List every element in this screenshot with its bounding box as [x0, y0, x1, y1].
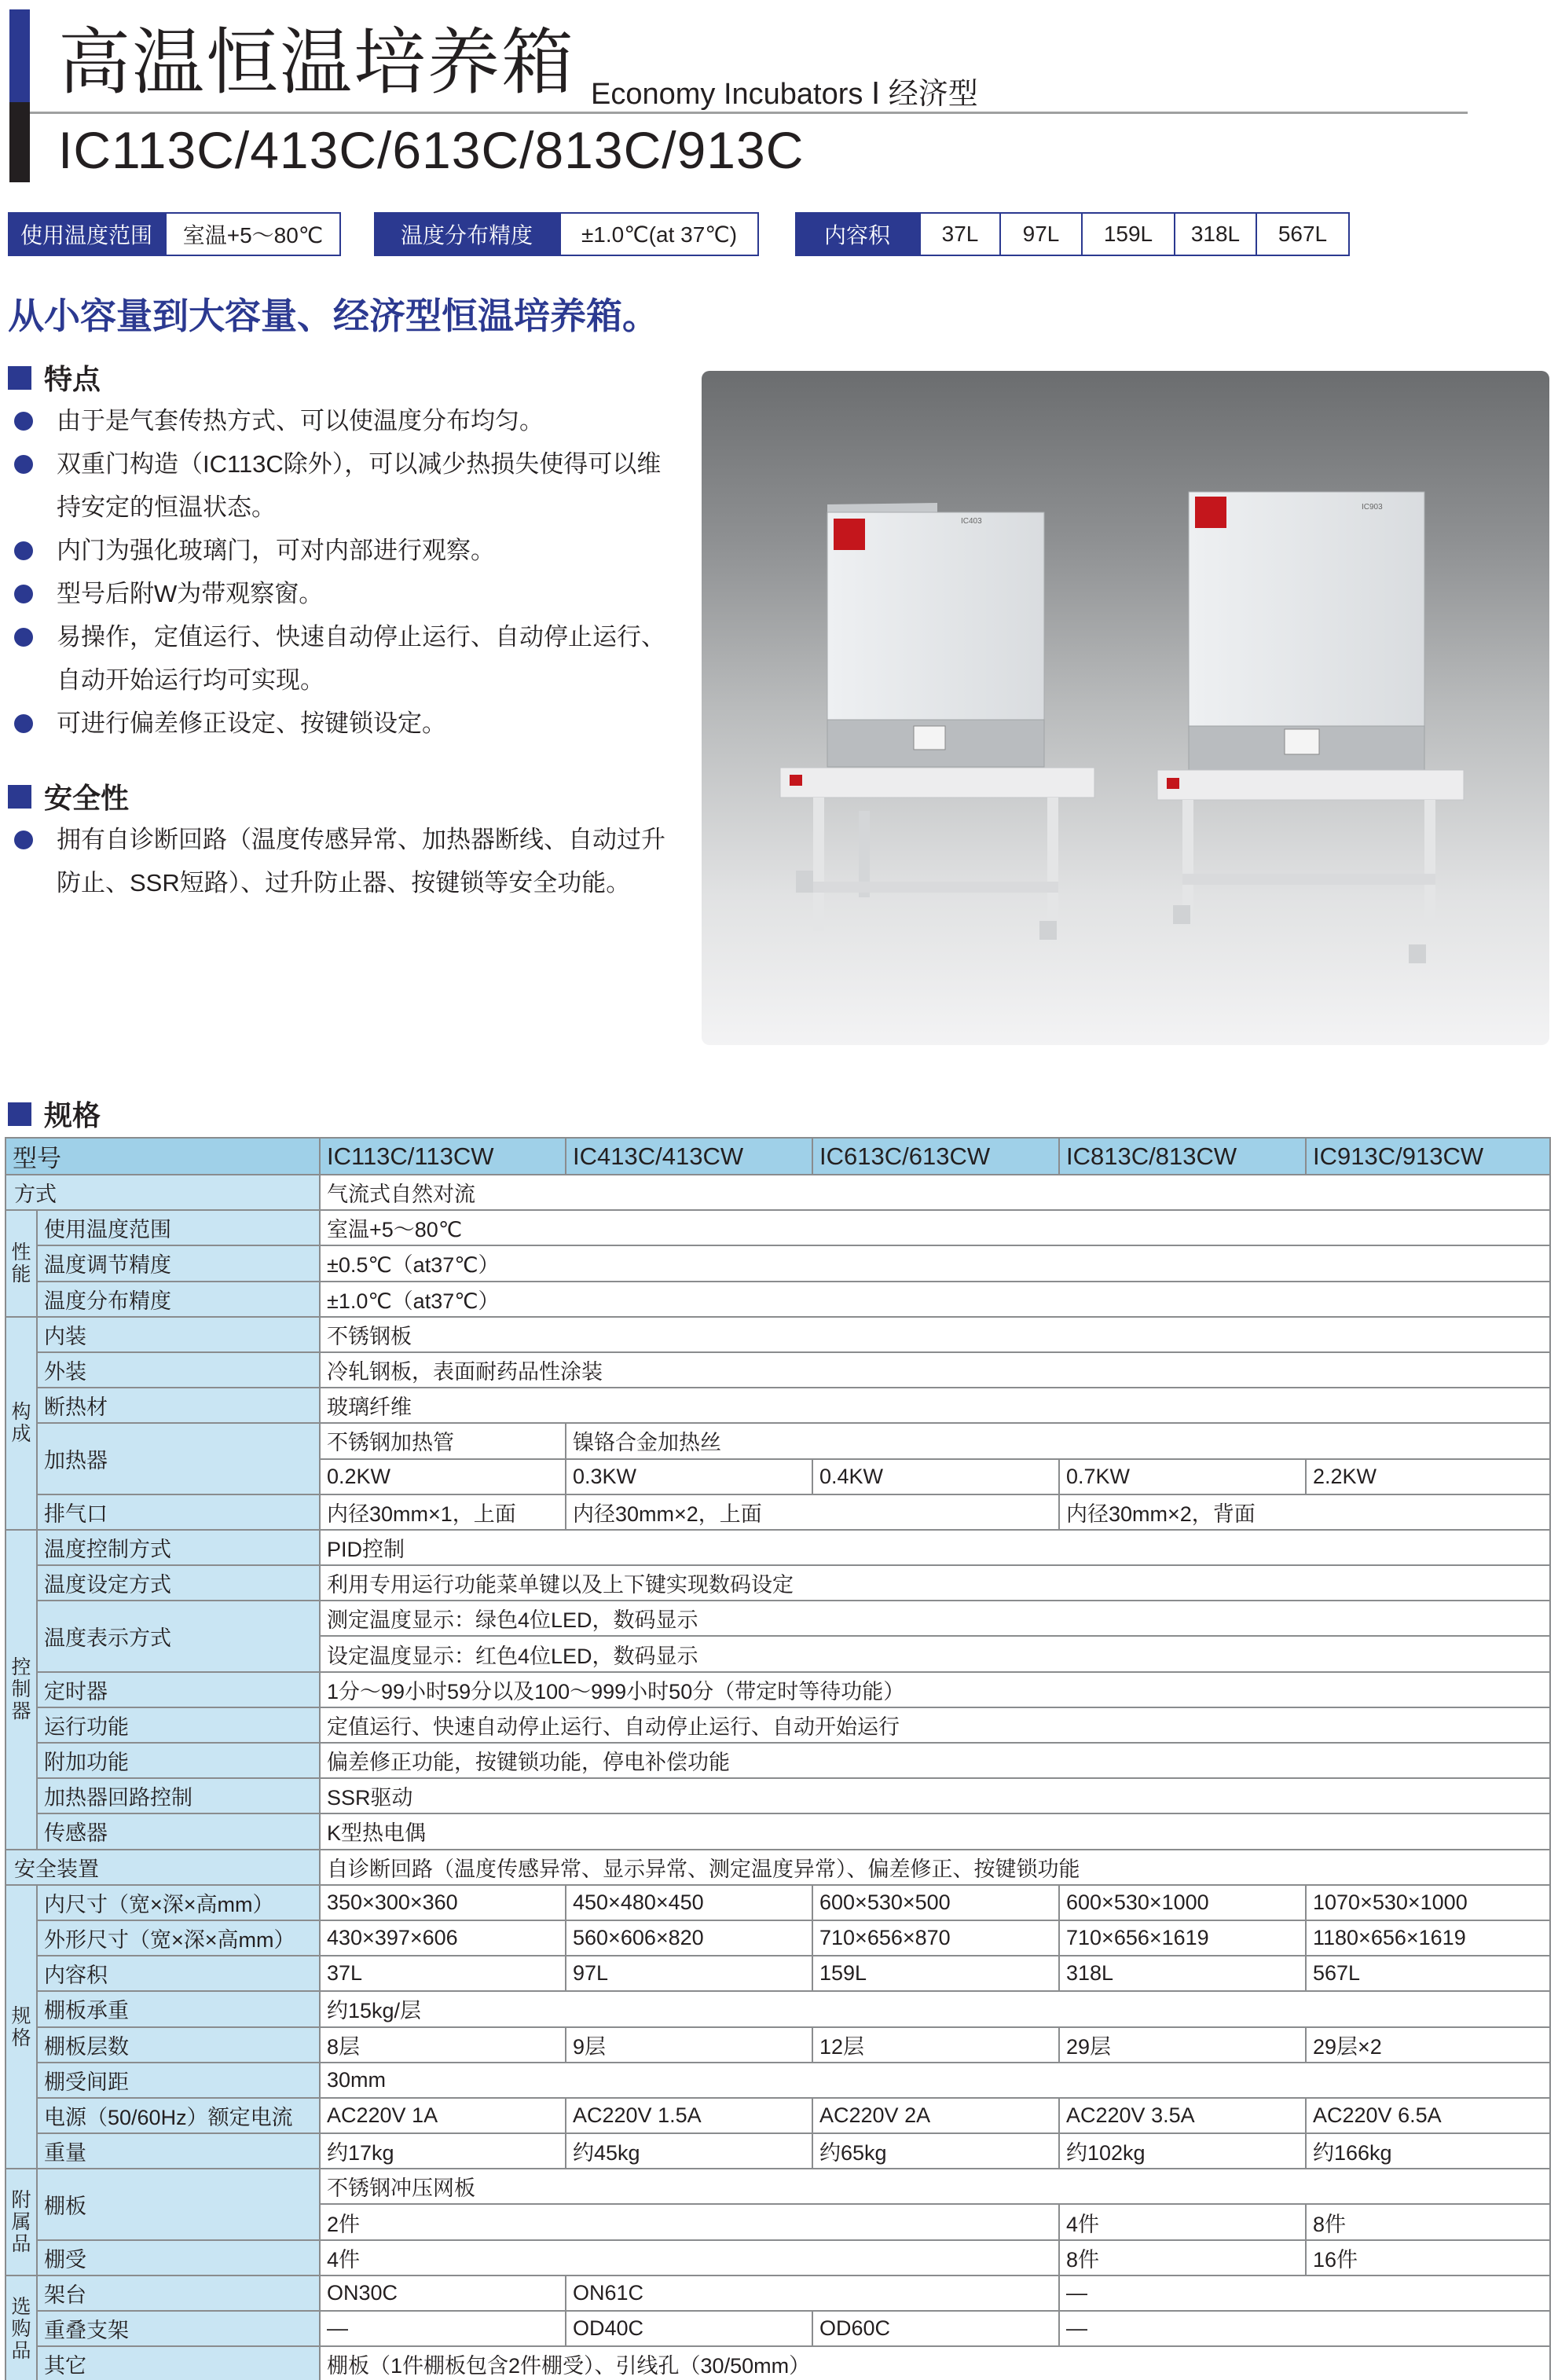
cell-value: OD40C [566, 2311, 812, 2346]
header-model: IC613C/613CW [812, 1138, 1059, 1175]
cell-value: 不锈钢加热管 [320, 1423, 566, 1458]
table-row [5, 1672, 1550, 1707]
table-row [5, 1388, 1550, 1423]
cell-value: 棚板（1件棚板包含2件棚受）、引线孔（30/50mm） [320, 2346, 1550, 2380]
cell-value: ON61C [566, 2275, 1059, 2311]
page-title: 高温恒温培养箱 [58, 20, 576, 105]
table-row [5, 1813, 1550, 1849]
table-row [5, 1920, 1550, 1956]
cell-value: 159L [812, 1956, 1059, 1991]
cell-value: 0.3KW [566, 1459, 812, 1494]
row-label: 重量 [37, 2133, 320, 2169]
row-label: 棚板层数 [37, 2027, 320, 2063]
cell-value: 定值运行、快速自动停止运行、自动停止运行、自动开始运行 [320, 1707, 1550, 1743]
header-accent-bar-dark [9, 102, 30, 182]
cell-value: 冷轧钢板，表面耐药品性涂装 [320, 1352, 1550, 1388]
row-label: 加热器回路控制 [37, 1778, 320, 1813]
cell-value: 内径30mm×2，上面 [566, 1494, 1059, 1530]
model-mark-right: IC903 [1362, 503, 1383, 512]
cell-value: 710×656×870 [812, 1920, 1059, 1956]
spec-table [5, 1137, 1551, 2380]
cell-value: — [1059, 2311, 1550, 2346]
table-row [5, 1601, 1550, 1636]
row-label: 架台 [37, 2275, 320, 2311]
cell-value: SSR驱动 [320, 1778, 1550, 1813]
cell-value: 测定温度显示：绿色4位LED，数码显示 [320, 1601, 1550, 1636]
group-label: 构成 [5, 1317, 37, 1530]
cell-value: ON30C [320, 2275, 566, 2311]
cell-value: 4件 [320, 2240, 1059, 2275]
row-label: 温度设定方式 [37, 1565, 320, 1601]
cell-value: 9层 [566, 2027, 812, 2063]
cell-value: 镍铬合金加热丝 [566, 1423, 1550, 1458]
row-label: 重叠支架 [37, 2311, 320, 2346]
cell-value: 97L [566, 1956, 812, 1991]
cell-value: 12层 [812, 2027, 1059, 2063]
model-mark-left: IC403 [961, 517, 982, 526]
header-accent-bar [9, 9, 30, 102]
cell-value: PID控制 [320, 1530, 1550, 1565]
row-label: 使用温度范围 [37, 1210, 320, 1245]
cell-value: 560×606×820 [566, 1920, 812, 1956]
table-row [5, 1743, 1550, 1778]
cell-value: 30mm [320, 2063, 1550, 2098]
row-label: 定时器 [37, 1672, 320, 1707]
table-row [5, 1565, 1550, 1601]
cell-value: 2.2KW [1306, 1459, 1550, 1494]
cell-value: 710×656×1619 [1059, 1920, 1306, 1956]
table-row [5, 2098, 1550, 2133]
row-label: 断热材 [37, 1388, 320, 1423]
table-row [5, 1991, 1550, 2026]
cell-value: ±0.5℃（at37℃） [320, 1245, 1550, 1281]
table-row [5, 1850, 1550, 1885]
row-label: 内尺寸（宽×深×高mm） [37, 1885, 320, 1920]
cell-value: — [1059, 2275, 1550, 2311]
table-row [5, 1175, 1550, 1210]
cell-value: 8件 [1306, 2204, 1550, 2239]
cell-value: 1分～99小时59分以及100～999小时50分（带定时等待功能） [320, 1672, 1550, 1707]
cell-value: OD60C [812, 2311, 1059, 2346]
chip-volume-value: 567L [1257, 212, 1350, 256]
row-label: 棚板承重 [37, 1991, 320, 2026]
header-model: IC813C/813CW [1059, 1138, 1306, 1175]
row-label: 其它 [37, 2346, 320, 2380]
cell-value: 567L [1306, 1956, 1550, 1991]
incubator-right [1157, 492, 1464, 963]
cell-value: 内径30mm×1，上面 [320, 1494, 566, 1530]
cell-value: 室温+5～80℃ [320, 1210, 1550, 1245]
table-row [5, 1423, 1550, 1458]
header-model: IC913C/913CW [1306, 1138, 1550, 1175]
cell-value: 自诊断回路（温度传感异常、显示异常、测定温度异常）、偏差修正、按键锁功能 [320, 1850, 1550, 1885]
row-label: 外装 [37, 1352, 320, 1388]
table-row [5, 1352, 1550, 1388]
cell-value: 8件 [1059, 2240, 1306, 2275]
table-row [5, 2027, 1550, 2063]
group-label: 控制器 [5, 1530, 37, 1850]
row-label: 排气口 [37, 1494, 320, 1530]
cell-value: AC220V 1A [320, 2098, 566, 2133]
page-subtitle: Economy Incubators Ⅰ 经济型 [591, 78, 978, 111]
chip-volume-value: 37L [919, 212, 1001, 256]
cell-value: 16件 [1306, 2240, 1550, 2275]
feature-item: 易操作，定值运行、快速自动停止运行、自动停止运行、自动开始运行均可实现。 [8, 615, 676, 702]
row-label: 运行功能 [37, 1707, 320, 1743]
chip-temp-dist-value: ±1.0℃(at 37℃) [559, 212, 759, 256]
safety-item: 拥有自诊断回路（温度传感异常、加热器断线、自动过升防止、SSR短路）、过升防止器、按键锁等安全功能。 [8, 818, 676, 904]
section-marker-icon [8, 785, 31, 809]
product-illustration [702, 371, 1549, 1045]
cell-value: 4件 [1059, 2204, 1306, 2239]
chip-volume-value: 318L [1175, 212, 1257, 256]
cell-value: K型热电偶 [320, 1813, 1550, 1849]
table-row [5, 1494, 1550, 1530]
row-label: 温度表示方式 [37, 1601, 320, 1671]
cell-value: ±1.0℃（at37℃） [320, 1282, 1550, 1317]
cell-value: 气流式自然对流 [320, 1175, 1550, 1210]
safety-heading [8, 776, 129, 816]
headline: 从小容量到大容量、经济型恒温培养箱。 [8, 295, 658, 336]
chip-volume-value: 159L [1083, 212, 1175, 256]
row-label: 附加功能 [37, 1743, 320, 1778]
cell-value: 29层 [1059, 2027, 1306, 2063]
row-label: 内装 [37, 1317, 320, 1352]
table-row [5, 1530, 1550, 1565]
row-label: 棚板 [37, 2169, 320, 2239]
cell-value: 1180×656×1619 [1306, 1920, 1550, 1956]
cell-value: 600×530×1000 [1059, 1885, 1306, 1920]
spec-heading [8, 1094, 101, 1134]
table-row [5, 1778, 1550, 1813]
section-marker-icon [8, 1102, 31, 1126]
logo-mark [1195, 497, 1226, 528]
row-label: 内容积 [37, 1956, 320, 1991]
logo-mark [834, 519, 865, 550]
table-row [5, 1245, 1550, 1281]
chip-temp-range-label: 使用温度范围 [8, 212, 165, 256]
features-heading [8, 358, 101, 398]
group-label: 规格 [5, 1885, 37, 2169]
chip-volume [795, 212, 1350, 256]
cell-value: 约17kg [320, 2133, 566, 2169]
row-label: 方式 [5, 1175, 320, 1210]
table-row [5, 2311, 1550, 2346]
row-label: 棚受 [37, 2240, 320, 2275]
product-photo [702, 371, 1549, 1045]
row-label: 温度分布精度 [37, 1282, 320, 1317]
header-divider [30, 112, 1468, 114]
chip-temp-range-value: 室温+5～80℃ [165, 212, 341, 256]
features-list [8, 399, 676, 745]
cell-value: 不锈钢板 [320, 1317, 1550, 1352]
table-row [5, 2275, 1550, 2311]
cell-value: 600×530×500 [812, 1885, 1059, 1920]
table-row [5, 1956, 1550, 1991]
cell-value: AC220V 1.5A [566, 2098, 812, 2133]
row-label: 外形尺寸（宽×深×高mm） [37, 1920, 320, 1956]
cell-value: AC220V 6.5A [1306, 2098, 1550, 2133]
header-model: IC113C/113CW [320, 1138, 566, 1175]
chip-temp-dist-label: 温度分布精度 [374, 212, 559, 256]
cell-value: 37L [320, 1956, 566, 1991]
cell-value: 0.7KW [1059, 1459, 1306, 1494]
cell-value: 内径30mm×2，背面 [1059, 1494, 1550, 1530]
cell-value: 8层 [320, 2027, 566, 2063]
table-row [5, 1707, 1550, 1743]
row-label: 安全装置 [5, 1850, 320, 1885]
features-heading-text: 特点 [44, 363, 101, 395]
cell-value: 2件 [320, 2204, 1059, 2239]
chip-volume-label: 内容积 [795, 212, 919, 256]
section-marker-icon [8, 366, 31, 390]
row-label: 棚受间距 [37, 2063, 320, 2098]
cell-value: 29层×2 [1306, 2027, 1550, 2063]
cell-value: 1070×530×1000 [1306, 1885, 1550, 1920]
header-model: IC413C/413CW [566, 1138, 812, 1175]
table-row [5, 2240, 1550, 2275]
cell-value: 430×397×606 [320, 1920, 566, 1956]
feature-item: 可进行偏差修正设定、按键锁设定。 [8, 702, 676, 745]
cell-value: 利用专用运行功能菜单键以及上下键实现数码设定 [320, 1565, 1550, 1601]
cell-value: 约166kg [1306, 2133, 1550, 2169]
cell-value: 318L [1059, 1956, 1306, 1991]
feature-item: 内门为强化玻璃门，可对内部进行观察。 [8, 529, 676, 572]
row-label: 温度调节精度 [37, 1245, 320, 1281]
cell-value: 350×300×360 [320, 1885, 566, 1920]
spec-heading-text: 规格 [44, 1099, 101, 1131]
model-list: IC113C/413C/613C/813C/913C [58, 121, 805, 179]
header-label: 型号 [5, 1138, 320, 1175]
cell-value: 玻璃纤维 [320, 1388, 1550, 1423]
group-label: 附属品 [5, 2169, 37, 2275]
row-label: 加热器 [37, 1423, 320, 1494]
group-label: 选购品 [5, 2275, 37, 2380]
chip-volume-value: 97L [1001, 212, 1083, 256]
feature-item: 双重门构造（IC113C除外），可以减少热损失使得可以维持安定的恒温状态。 [8, 442, 676, 529]
feature-item: 由于是气套传热方式、可以使温度分布均匀。 [8, 399, 676, 442]
cell-value: 设定温度显示：红色4位LED，数码显示 [320, 1636, 1550, 1671]
table-row [5, 2346, 1550, 2380]
cell-value: — [320, 2311, 566, 2346]
chip-temp-range [8, 212, 341, 256]
incubator-left [780, 503, 1094, 940]
chip-temp-dist [374, 212, 759, 256]
cell-value: 偏差修正功能，按键锁功能，停电补偿功能 [320, 1743, 1550, 1778]
safety-list [8, 818, 676, 904]
cell-value: 不锈钢冲压网板 [320, 2169, 1550, 2204]
cell-value: 0.4KW [812, 1459, 1059, 1494]
row-label: 温度控制方式 [37, 1530, 320, 1565]
cell-value: 约102kg [1059, 2133, 1306, 2169]
row-label: 电源（50/60Hz）额定电流 [37, 2098, 320, 2133]
table-row [5, 2169, 1550, 2204]
cell-value: 450×480×450 [566, 1885, 812, 1920]
group-label: 性能 [5, 1210, 37, 1317]
table-row [5, 1317, 1550, 1352]
cell-value: 约65kg [812, 2133, 1059, 2169]
table-header-row [5, 1138, 1550, 1175]
table-row [5, 1885, 1550, 1920]
cell-value: AC220V 3.5A [1059, 2098, 1306, 2133]
feature-item: 型号后附W为带观察窗。 [8, 572, 676, 615]
cell-value: 约45kg [566, 2133, 812, 2169]
cell-value: 0.2KW [320, 1459, 566, 1494]
table-row [5, 1210, 1550, 1245]
cell-value: 约15kg/层 [320, 1991, 1550, 2026]
table-row [5, 2063, 1550, 2098]
safety-heading-text: 安全性 [44, 782, 130, 814]
cell-value: AC220V 2A [812, 2098, 1059, 2133]
table-row [5, 2133, 1550, 2169]
table-row [5, 1282, 1550, 1317]
row-label: 传感器 [37, 1813, 320, 1849]
